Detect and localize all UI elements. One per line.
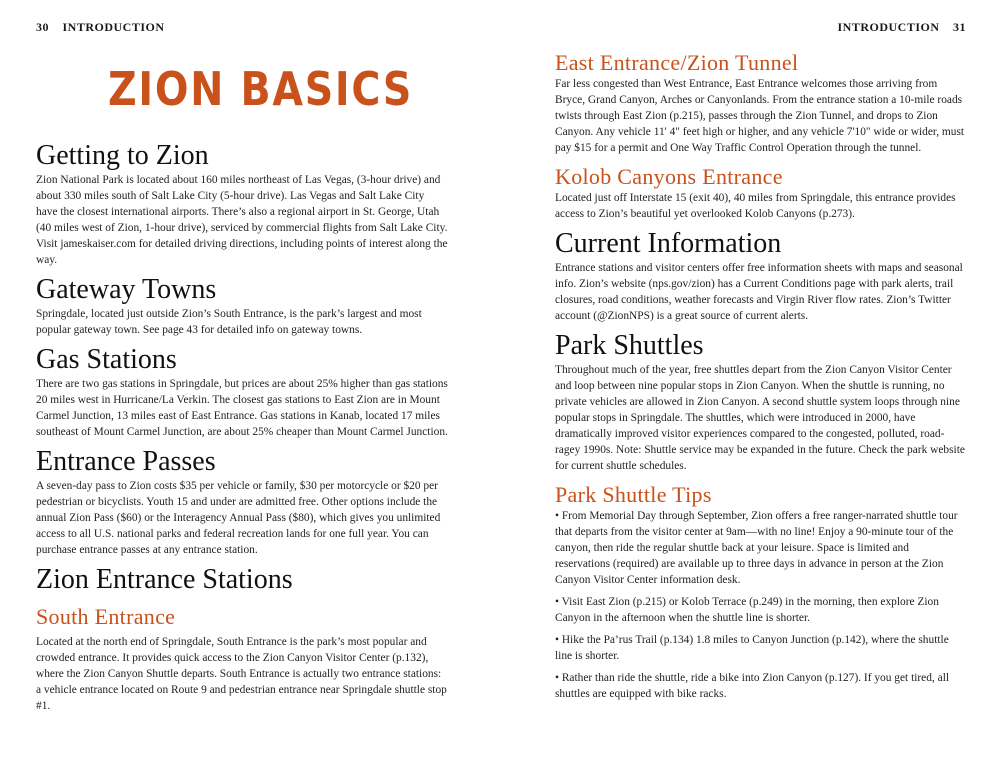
right-running-title: INTRODUCTION [837,20,940,34]
right-page [500,0,1000,773]
body-current-information: Entrance stations and visitor centers offer free information sheets with maps and seasonal info. Zion’s website (nps.gov/zion) has a Current Conditions page with park alerts, trail closures, road conditions, weather forecasts and Virgin River flow rates. Zion’s Twitter account (@ZionNPS) is a great source of current alerts. [555,262,963,322]
body-east-entrance: Far less congested than West Entrance, East Entrance welcomes those arriving from Bryce, Grand Canyon, Arches or Canyonlands. From the entrance station a 10-mile roads twists through East Zion (p.215), passes through the Zion Tunnel, and drops to Zion Canyon. Any vehicle 11' 4" feet high or higher, and any vehicle 7'10" wide or wider, must pay $15 for a permit and One Way Traffic Control Operation through the tunnel. [555,78,965,154]
subheading-south-entrance: South Entrance [36,604,176,629]
left-running-title: INTRODUCTION [62,20,165,34]
right-page-number: 31 [953,20,966,34]
body-gas-stations: There are two gas stations in Springdale, but prices are about 25% higher than gas stations 20 miles west in Hurricane/La Verkin. The closest gas stations to East Zion are in Mount Carmel Junction, 13 miles east of East Entrance. Gas stations in Kanab, located 17 miles southeast of Mount Carmel Junction, are about 25% cheaper than Mount Carmel Junction. [36,378,448,438]
heading-zion-entrance-stations: Zion Entrance Stations [36,564,293,595]
heading-getting-to-zion: Getting to Zion [36,140,209,171]
body-south-entrance: Located at the north end of Springdale, South Entrance is the park’s most popular and crowded entrance. It provides quick access to the Zion Canyon Visitor Center (p.132), where the Zion Canyon Shuttle departs. South Entrance is actually two entrance stations: a vehicle entrance located on Route 9 and pedestrian entrance near Springdale shuttle stop #1. [36,636,447,712]
shuttle-tip-2: • Visit East Zion (p.215) or Kolob Terrace (p.249) in the morning, then explore Zion Canyon in the afternoon when the shuttle line is shorter. [555,596,939,624]
shuttle-tip-4: • Rather than ride the shuttle, ride a bike into Zion Canyon (p.127). If you get tired, all shuttles are equipped with bike racks. [555,672,950,700]
heading-gateway-towns: Gateway Towns [36,274,217,305]
subheading-kolob-canyons-entrance: Kolob Canyons Entrance [555,164,783,189]
body-park-shuttles: Throughout much of the year, free shuttles depart from the Zion Canyon Visitor Center and loop between nine popular stops in Zion Canyon. When the shuttle is running, no private vehicles are allowed in Zion Canyon. A second shuttle system loops through nine popular stops in Springdale. The shuttles, which were introduced in 2000, have dramatically improved visitor experiences compared to the congested, polluted, road-ragey 1990s. Note: Shuttle service may be expanded in the future. Check the park website for current shuttle schedules. [555,364,965,472]
page-title: ZION BASICS [108,62,414,116]
shuttle-tip-3: • Hike the Pa’rus Trail (p.134) 1.8 miles to Canyon Junction (p.142), where the shuttle line is shorter. [555,634,949,662]
body-kolob-canyons-entrance: Located just off Interstate 15 (exit 40), 40 miles from Springdale, this entrance provides access to Zion’s beautiful yet overlooked Kolob Canyons (p.273). [555,192,956,220]
left-running-head [36,20,165,35]
shuttle-tip-1: • From Memorial Day through September, Zion offers a free ranger-narrated shuttle tour that departs from the visitor center at 9am—with no line! Enjoy a 90-minute tour of the canyon, then ride the regular shuttle back at your leisure. Space is limited and reservations (required) are available up to three days in advance in person at the Zion Canyon Visitor Center information desk. [555,510,958,586]
left-page-number: 30 [36,20,49,34]
subheading-park-shuttle-tips: Park Shuttle Tips [555,482,712,507]
heading-gas-stations: Gas Stations [36,344,177,375]
body-entrance-passes: A seven-day pass to Zion costs $35 per vehicle or family, $30 per motorcycle or $20 per pedestrian or bicyclists. Youth 15 and under are admitted free. Other options include the annual Zion Pass ($60) or the Interagency Annual Pass ($80), which gives you unlimited access to all U.S. national parks and federal recreation lands for one full year. You can purchase entrance passes at any entrance station. [36,480,441,556]
left-column [36,140,448,714]
subheading-east-entrance: East Entrance/Zion Tunnel [555,50,799,75]
right-running-head [837,20,966,35]
heading-current-information: Current Information [555,228,782,259]
heading-park-shuttles: Park Shuttles [555,330,704,361]
heading-entrance-passes: Entrance Passes [36,446,216,477]
body-getting-to-zion: Zion National Park is located about 160 miles northeast of Las Vegas, (3-hour drive) and about 330 miles south of Salt Lake City (5-hour drive). Las Vegas and Salt Lake City have the closest international airports. There’s also a regional airport in St. George, Utah (40 miles west of Zion, 1-hour drive), serviced by commercial flights from Salt Lake City. Visit jameskaiser.com for detailed driving directions, including points of interest along the way. [36,174,448,266]
body-gateway-towns: Springdale, located just outside Zion’s South Entrance, is the park’s largest and most popular gateway town. See page 43 for detailed info on gateway towns. [36,308,422,336]
right-column [555,50,965,702]
